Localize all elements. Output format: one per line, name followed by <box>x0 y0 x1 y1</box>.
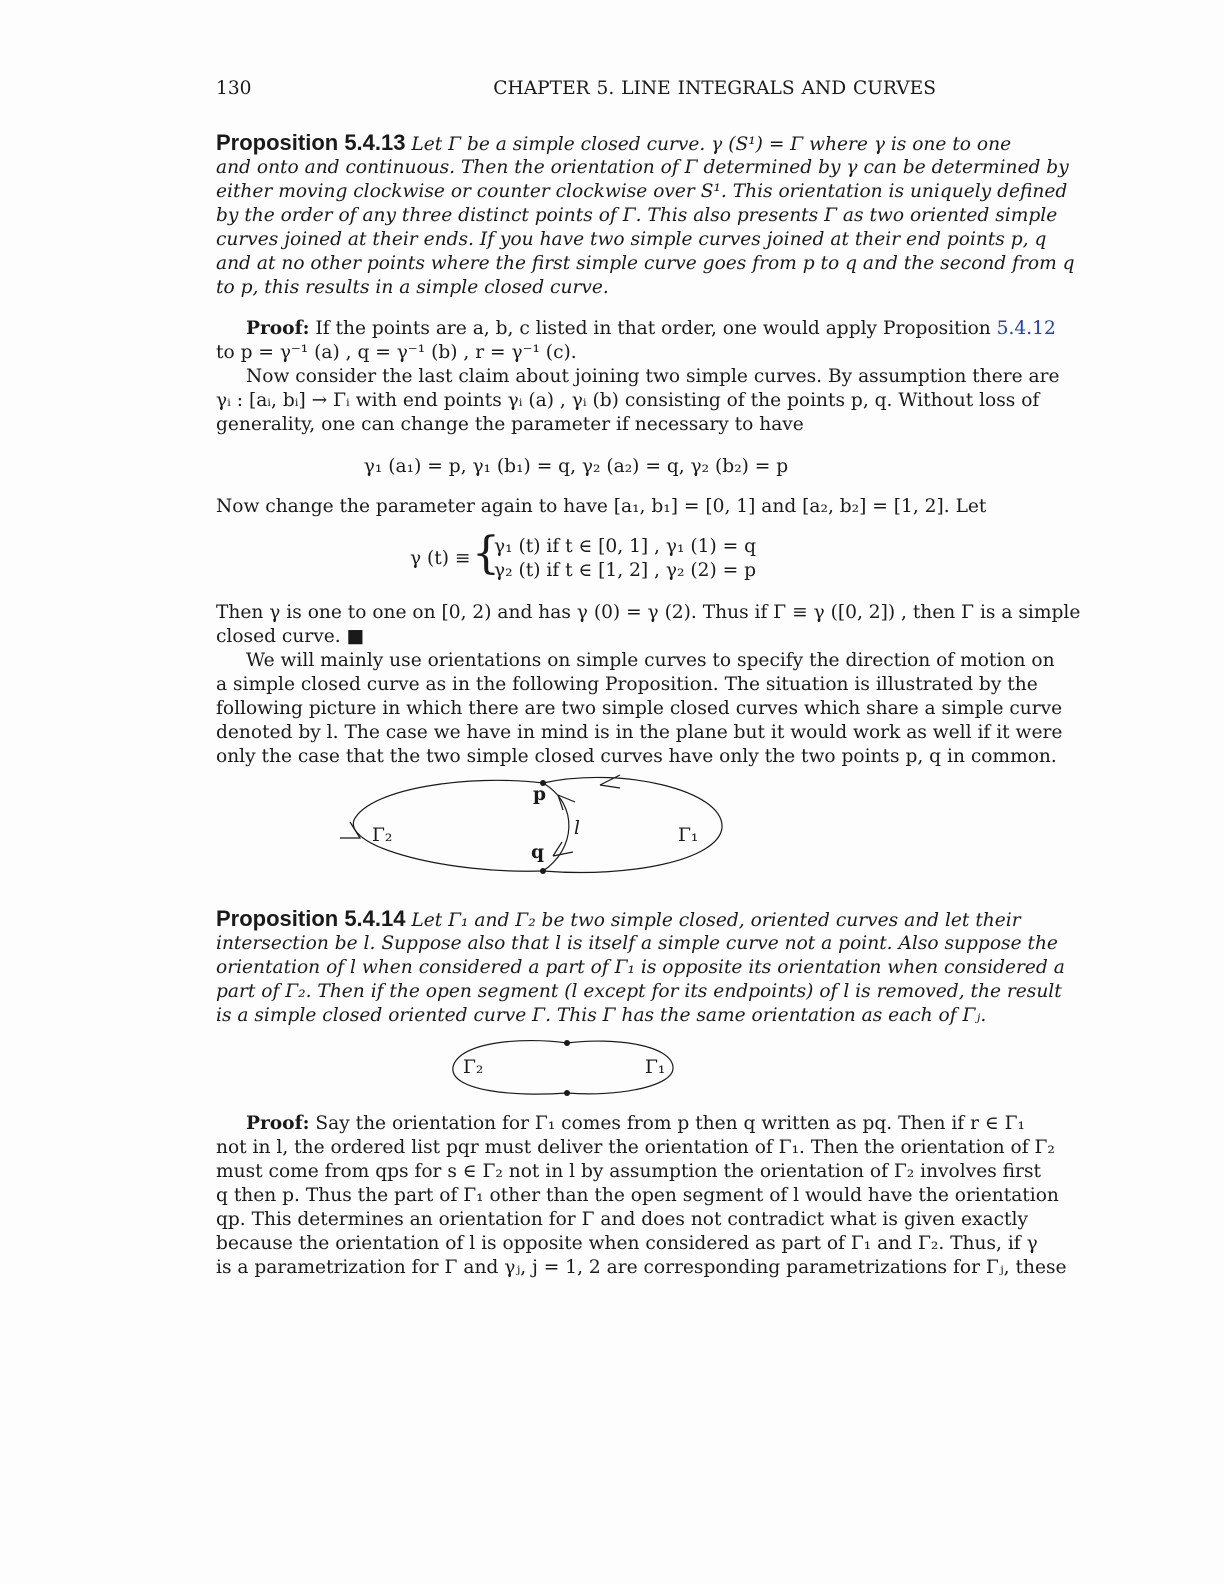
prop14-line-3: orientation of l when considered a part of Γ₁ is opposite its orientation when considered a <box>216 957 1065 978</box>
prop13-line-5: curves joined at their ends. If you have two simple curves joined at their end points p, q <box>216 229 1047 250</box>
para-line-5: only the case that the two simple closed curves have only the two points p, q in common. <box>216 746 1057 767</box>
prop13-line-4: by the order of any three distinct points of Γ. This also presents Γ as two oriented simple <box>216 205 1058 226</box>
prop14-line-5: is a simple closed oriented curve Γ. This Γ has the same orientation as each of Γⱼ. <box>216 1005 987 1026</box>
prop14-text-1: Let Γ₁ and Γ₂ be two simple closed, oriented curves and let their <box>411 910 1021 931</box>
figure-2-gamma2-label: Γ₂ <box>463 1057 484 1078</box>
proof1-line-2: to p = γ⁻¹ (a) , q = γ⁻¹ (b) , r = γ⁻¹ (c). <box>216 342 577 363</box>
shared-curve-l <box>543 783 569 871</box>
proof1-line-6: Now change the parameter again to have [a₁, b₁] = [0, 1] and [a₂, b₂] = [1, 2]. Let <box>216 496 987 517</box>
equation-2-row-2: γ₂ (t) if t ∈ [1, 2] , γ₂ (2) = p <box>494 560 757 581</box>
proof1-label: Proof: <box>246 318 310 339</box>
figure-2-top-dot <box>564 1040 570 1046</box>
figure-1 <box>330 760 750 890</box>
arrow-l-top <box>558 795 575 810</box>
prop13-line-1 <box>216 130 1012 156</box>
p-label: p <box>533 784 547 805</box>
prop14-line-2: intersection be l. Suppose also that l is itself a simple curve not a point. Also suppose the <box>216 933 1058 954</box>
equation-2 <box>410 528 757 588</box>
proof2-line-3: must come from qps for s ∈ Γ₂ not in l by assumption the orientation of Γ₂ involves first <box>216 1161 1041 1182</box>
proof1-line-7: Then γ is one to one on [0, 2) and has γ (0) = γ (2). Thus if Γ ≡ γ ([0, 2]) , then Γ is a simple <box>216 602 1081 623</box>
proof2-line-1 <box>246 1113 1025 1135</box>
equation-2-row-1: γ₁ (t) if t ∈ [0, 1] , γ₁ (1) = q <box>494 536 757 557</box>
proof1-line-8: closed curve. ■ <box>216 626 365 647</box>
proof2-line-2: not in l, the ordered list pqr must deliver the orientation of Γ₁. Then the orientation of Γ₂ <box>216 1137 1055 1158</box>
para-line-3: following picture in which there are two simple closed curves which share a simple curve <box>216 698 1063 719</box>
proof1-line-1 <box>246 318 1056 340</box>
prop13-line-2: and onto and continuous. Then the orientation of Γ determined by γ can be determined by <box>216 157 1069 178</box>
proof2-line-5: qp. This determines an orientation for Γ and does not contradict what is given exactly <box>216 1209 1028 1230</box>
para-line-2: a simple closed curve as in the following Proposition. The situation is illustrated by the <box>216 674 1038 695</box>
point-q-dot <box>540 868 546 874</box>
arrow-gamma2-left <box>340 822 360 838</box>
proof1-line-5: generality, one can change the parameter if necessary to have <box>216 414 804 435</box>
equation-2-brace: { <box>472 528 500 579</box>
para-line-4: denoted by l. The case we have in mind is in the plane but it would work as well if it were <box>216 722 1063 743</box>
q-label: q <box>531 842 545 863</box>
proof1-text-1: If the points are a, b, c listed in that order, one would apply Proposition <box>315 318 991 339</box>
proof1-line-4: γᵢ : [aᵢ, bᵢ] → Γᵢ with end points γᵢ (a) , γᵢ (b) consisting of the points p, q. Without loss of <box>216 390 1040 411</box>
figure-2 <box>445 1035 685 1105</box>
gamma1-label: Γ₁ <box>678 825 699 846</box>
running-title: CHAPTER 5. LINE INTEGRALS AND CURVES <box>493 78 936 99</box>
proof2-line-7: is a parametrization for Γ and γⱼ, j = 1, 2 are corresponding parametrizations for Γⱼ, these <box>216 1257 1067 1278</box>
proof1-line-3: Now consider the last claim about joining two simple curves. By assumption there are <box>246 366 1060 387</box>
l-label: l <box>574 818 580 839</box>
prop13-heading: Proposition 5.4.13 <box>216 130 406 155</box>
equation-1: γ₁ (a₁) = p, γ₁ (b₁) = q, γ₂ (a₂) = q, γ₂ (b₂) = p <box>363 456 789 477</box>
proof2-text-1: Say the orientation for Γ₁ comes from p then q written as pq. Then if r ∈ Γ₁ <box>315 1113 1025 1134</box>
gamma2-label: Γ₂ <box>372 825 393 846</box>
figure-2-bottom-dot <box>564 1090 570 1096</box>
prop14-line-4: part of Γ₂. Then if the open segment (l except for its endpoints) of l is removed, the result <box>216 981 1062 1002</box>
proof2-label: Proof: <box>246 1113 310 1134</box>
prop14-line-1 <box>216 906 1021 932</box>
proposition-link[interactable]: 5.4.12 <box>996 318 1056 339</box>
page-number: 130 <box>216 78 252 99</box>
prop13-line-3: either moving clockwise or counter clockwise over S¹. This orientation is uniquely defined <box>216 181 1068 202</box>
proof2-line-6: because the orientation of l is opposite when considered as part of Γ₁ and Γ₂. Thus, if γ <box>216 1233 1038 1254</box>
para-line-1: We will mainly use orientations on simple curves to specify the direction of motion on <box>246 650 1055 671</box>
figure-2-gamma1-label: Γ₁ <box>645 1057 666 1078</box>
equation-2-lhs: γ (t) ≡ <box>410 548 471 569</box>
prop13-line-7: to p, this results in a simple closed curve. <box>216 277 609 298</box>
proof2-line-4: q then p. Thus the part of Γ₁ other than the open segment of l would have the orientation <box>216 1185 1059 1206</box>
prop13-text-1: Let Γ be a simple closed curve. γ (S¹) = Γ where γ is one to one <box>411 134 1012 155</box>
prop14-heading: Proposition 5.4.14 <box>216 906 406 931</box>
prop13-line-6: and at no other points where the first simple curve goes from p to q and the second from q <box>216 253 1075 274</box>
